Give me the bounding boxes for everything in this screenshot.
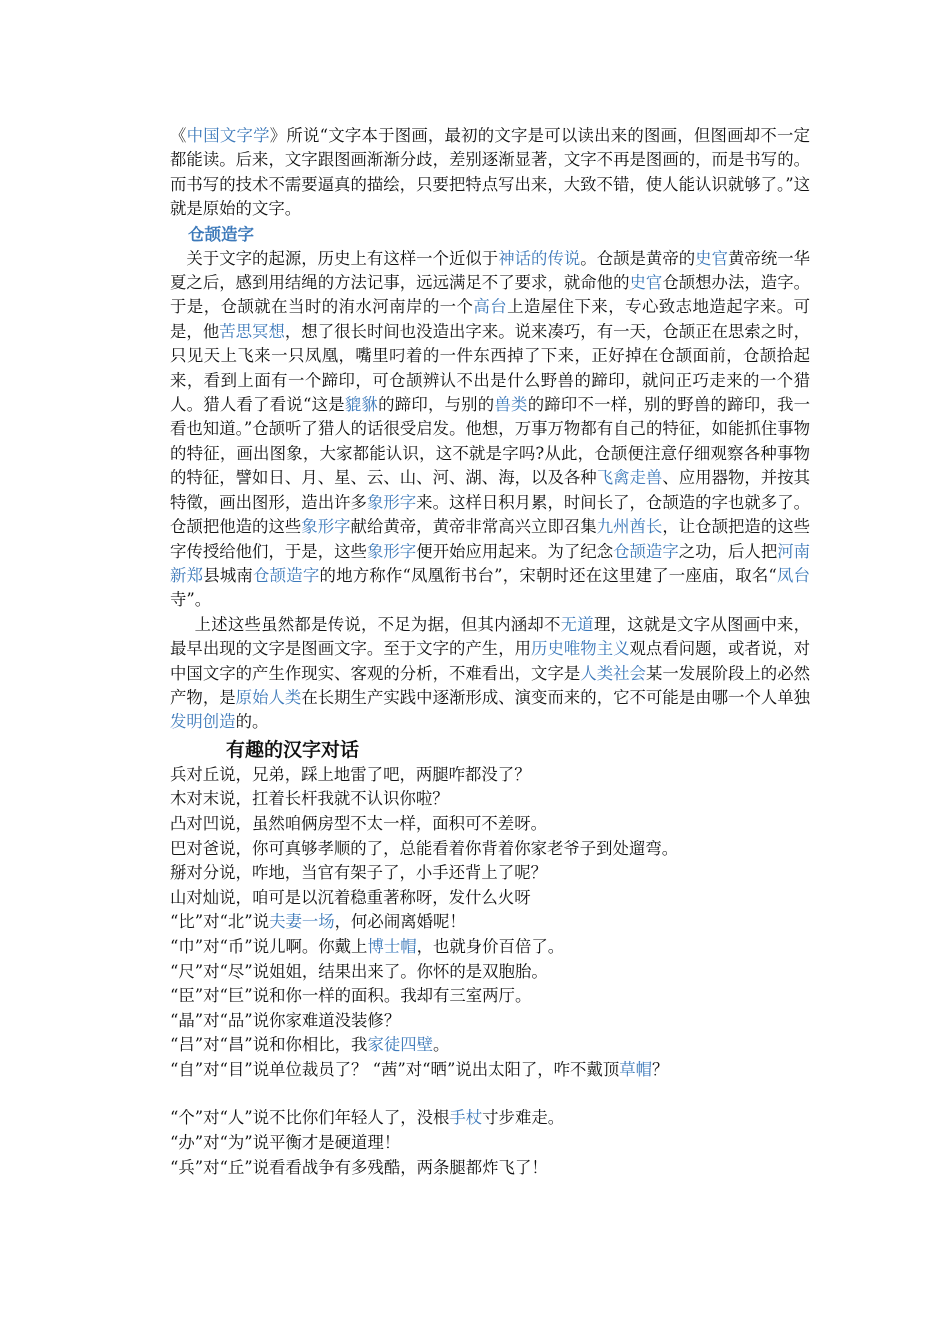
- dialog-line: [170, 1058, 810, 1083]
- text-run: “办”对“为”说平衡才是硬道理！: [170, 1133, 401, 1153]
- cangjie-paragraph-1: [170, 247, 810, 613]
- cangjie-section: [170, 247, 810, 735]
- text-run: 兵对丘说，兄弟，踩上地雷了吧，两腿咋都没了？: [170, 764, 531, 784]
- dialog-line: [170, 787, 810, 812]
- hyperlink[interactable]: 史官: [629, 273, 663, 293]
- text-run: 理，这就是文字从图画中来，最早出现的文字是图画文字。至于文字的产生，用: [170, 614, 811, 659]
- text-run: “比”对“北”说: [170, 912, 270, 932]
- hyperlink[interactable]: 兽类: [494, 395, 528, 415]
- hyperlink[interactable]: 苦思冥想: [219, 321, 285, 341]
- text-run: “兵”对“丘”说看看战争有多残酷，两条腿都炸飞了！: [170, 1157, 548, 1177]
- hyperlink[interactable]: 家徒四壁: [367, 1035, 433, 1055]
- text-run: 、应用器物，并按其特徵，画出图形，造出许多: [170, 468, 811, 512]
- hyperlink[interactable]: 凤台: [776, 565, 811, 585]
- hyperlink[interactable]: 象形字: [301, 517, 351, 537]
- text-run: “晶”对“品”说你家难道没装修？: [170, 1010, 401, 1030]
- dialog-line: [170, 1009, 810, 1034]
- text-run: 上述这些虽然都是传说，不足为据，但其内涵却不: [194, 614, 561, 634]
- text-run: 木对末说，扛着长杆我就不认识你啦？: [170, 789, 449, 809]
- hyperlink[interactable]: 历史唯物主义: [531, 639, 630, 659]
- dialog-line: [170, 910, 810, 935]
- hyperlink[interactable]: 飞禽走兽: [596, 468, 663, 488]
- cangjie-paragraph-2: [170, 613, 810, 735]
- hyperlink[interactable]: 九州酋长: [596, 517, 663, 537]
- text-run: 某一发展阶段上的必然产物，是: [170, 663, 811, 707]
- hyperlink[interactable]: 象形字: [366, 492, 417, 512]
- text-run: “尺”对“尽”说姐姐，结果出来了。你怀的是双胞胎。: [170, 961, 548, 981]
- section-heading-dialog: 有趣的汉字对话: [226, 738, 360, 761]
- hyperlink[interactable]: 人类社会: [580, 663, 646, 683]
- text-run: 《: [170, 126, 187, 145]
- text-run: 的蹄印不一样，别的野兽的蹄印，我一看也知道。”仓颉听了猎人的话很受启发。他想，万事万物都有自己的特征，如能抓住事物的特征，画出图象，大家都能认识，这不就是字吗?从此，仓颉便注意仔细观察各种事物的特征，譬如日、月、星、云、山、河、湖、海，以及各种: [170, 395, 811, 488]
- hyperlink[interactable]: 仓颉造字: [253, 565, 320, 585]
- text-run: “个”对“人”说不比你们年轻人了，没根: [170, 1108, 450, 1128]
- dialog-line: [170, 960, 810, 985]
- intro-paragraph: [170, 124, 810, 222]
- text-run: 。: [433, 1035, 450, 1055]
- text-run: ，何必闹离婚呢！: [334, 912, 466, 932]
- hyperlink[interactable]: 貔貅: [344, 395, 379, 415]
- dialog-line: [170, 1156, 810, 1181]
- text-run: 寸步难走。: [482, 1108, 565, 1128]
- text-run: ，也就身价百倍了。: [416, 936, 565, 956]
- hyperlink[interactable]: 博士帽: [367, 936, 417, 956]
- hyperlink[interactable]: 象形字: [366, 541, 417, 561]
- text-run: 关于文字的起源，历史上有这样一个近似于: [186, 248, 499, 268]
- text-run: 掰对分说，咋地，当官有架子了，小手还背上了呢？: [170, 863, 547, 883]
- dialog-line: [170, 935, 810, 960]
- text-run: 的。: [235, 712, 269, 732]
- hyperlink[interactable]: 发明创造: [170, 712, 236, 732]
- intro-section: [170, 124, 810, 222]
- hyperlink[interactable]: 草帽: [619, 1059, 653, 1079]
- text-run: “吕”对“昌”说和你相比，我: [170, 1035, 368, 1055]
- text-run: 献给黄帝，黄帝非常高兴立即召集: [350, 517, 597, 537]
- hyperlink[interactable]: 手杖: [449, 1108, 483, 1128]
- dialog-line: [170, 984, 810, 1009]
- text-run: 。仓颉是黄帝的: [580, 248, 696, 268]
- section-heading-cangjie: 仓颉造字: [188, 224, 254, 244]
- text-run: 来。这样日积月累，时间长了，仓颉造的字也就多了。仓颉把他造的这些: [170, 492, 811, 537]
- text-run: 的蹄印，与别的: [378, 395, 495, 415]
- dialog-line: [170, 837, 810, 862]
- text-run: 上造屋住下来，专心致志地造起字来。可是，他: [170, 297, 811, 341]
- hyperlink[interactable]: 仓颉造字: [613, 541, 679, 561]
- dialog-line: [170, 1106, 810, 1131]
- dialog-line: [170, 1033, 810, 1058]
- blank-line: [170, 1082, 810, 1106]
- dialog-line: [170, 1131, 810, 1156]
- text-run: “臣”对“巨”说和你一样的面积。我却有三室两厅。: [170, 986, 532, 1006]
- text-run: 仓颉想办法，造字。于是，仓颉就在当时的洧水河南岸的一个: [170, 273, 811, 317]
- text-run: ，想了很长时间也没造出字来。说来凑巧，有一天，仓颉正在思索之时，只见天上飞来一只凤凰，嘴里叼着的一件东西掉了下来，正好掉在仓颉面前，仓颉拾起来，看到上面有一个蹄印，可仓颉辨认不出是什么野兽的蹄印，就问正巧走来的一个猎人。猎人看了看说“这是: [170, 321, 811, 415]
- hyperlink[interactable]: 夫妻一场: [269, 912, 335, 932]
- hyperlink[interactable]: 无道: [560, 614, 594, 634]
- document-body: [170, 124, 810, 1180]
- text-run: 的地方称作“凤凰衔书台”，宋朝时还在这里建了一座庙，取名“: [319, 565, 777, 585]
- text-run: 山对灿说，咱可是以沉着稳重著称呀，发什么火呀: [170, 887, 531, 907]
- hyperlink[interactable]: 高台: [473, 297, 508, 317]
- text-run: ，让仓颉把造的这些字传授给他们，于是，这些: [170, 517, 811, 561]
- hyperlink[interactable]: 原始人类: [235, 687, 302, 707]
- text-run: ？: [652, 1059, 669, 1079]
- text-run: 巴对爸说，你可真够孝顺的了，总能看着你背着你家老爷子到处遛弯。: [170, 838, 679, 858]
- text-run: 寺”。: [170, 590, 212, 610]
- text-run: 黄帝统一华夏之后，感到用结绳的方法记事，远远满足不了要求，就命他的: [170, 248, 811, 293]
- text-run: 观点看问题，或者说，对中国文字的产生作现实、客观的分析，不难看出，文字是: [170, 639, 811, 683]
- hyperlink[interactable]: 史官: [695, 248, 728, 268]
- text-run: 县城南: [203, 565, 254, 585]
- text-run: “巾”对“币”说儿啊。你戴上: [170, 936, 368, 956]
- dialog-list: [170, 763, 810, 1181]
- text-run: 》所说“文字本于图画，最初的文字是可以读出来的图画，但图画却不一定都能读。后来，文字跟图画渐渐分歧，差别逐渐显著，文字不再是图画的，而是书写的。而书写的技术不需要逼真的描绘，只要把特点写出来，大致不错，使人能认识就够了。”这就是原始的文字。: [170, 126, 810, 219]
- hyperlink[interactable]: 河南新郑: [170, 541, 811, 585]
- text-run: 便开始应用起来。为了纪念: [416, 541, 614, 561]
- text-run: 凸对凹说，虽然咱俩房型不太一样，面积可不差呀。: [170, 813, 547, 833]
- dialog-line: [170, 763, 810, 788]
- dialog-line: [170, 812, 810, 837]
- hyperlink[interactable]: 神话的传说: [498, 248, 581, 268]
- dialog-line: [170, 886, 810, 911]
- hyperlink[interactable]: 中国文字学: [186, 126, 270, 145]
- text-run: 之功，后人把: [678, 541, 778, 561]
- text-run: 在长期生产实践中逐渐形成、演变而来的，它不可能是由哪一个人单独: [301, 687, 811, 707]
- dialog-line: [170, 861, 810, 886]
- text-run: “自”对“目”说单位裁员了？ “茜”对“晒”说出太阳了，咋不戴顶: [170, 1059, 620, 1079]
